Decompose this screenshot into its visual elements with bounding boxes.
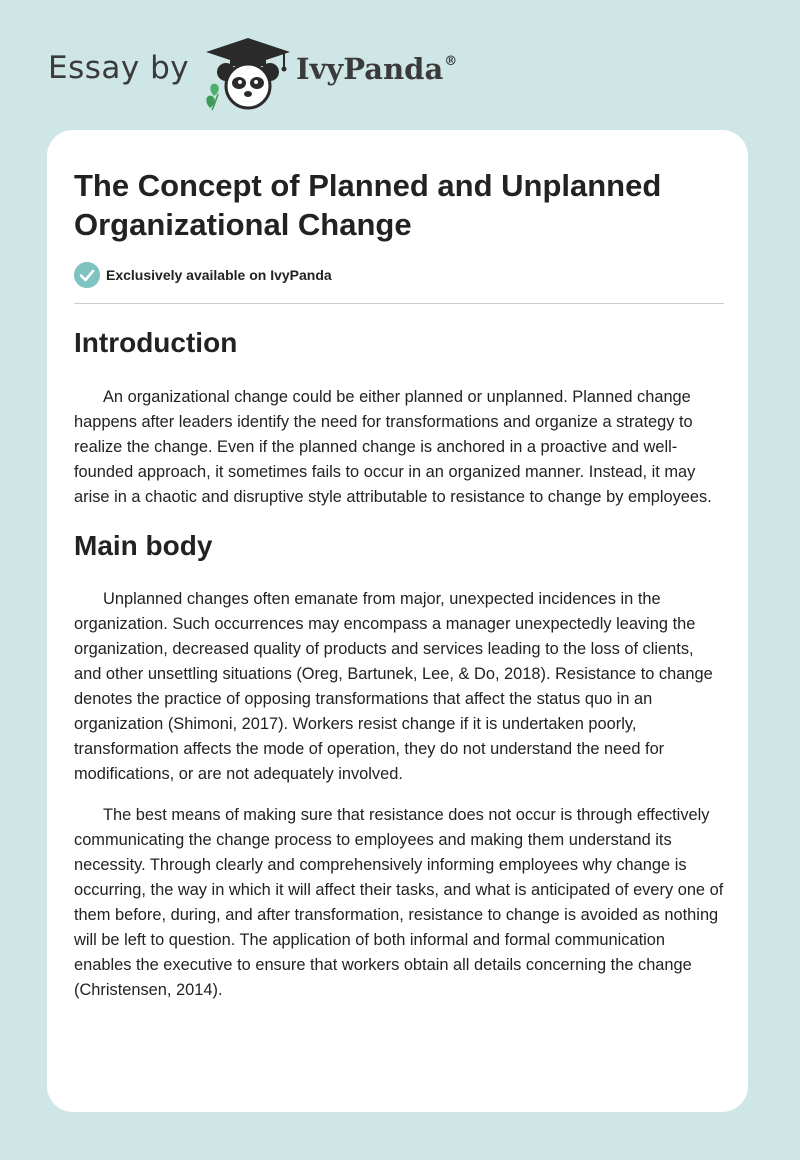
registered-mark: ® xyxy=(444,54,458,69)
exclusive-badge xyxy=(74,262,332,288)
exclusive-badge-label: Exclusively available on IvyPanda xyxy=(106,267,332,283)
paragraph: Unplanned changes often emanate from major, unexpected incidences in the organization. Such occurrences may encompass a manager unexpectedly leaving the organization, decreased quality of products and services leading to the loss of clients, and other unsettling situations (Oreg, Bartunek, Lee, & Do, 2018). Resistance to change denotes the practice of opposing transformations that affect the status quo in an organization (Shimoni, 2017). Workers resist change if it is undertaken poorly, transformation affects the mode of operation, they do not understand the need for modifications, or are not adequately involved. xyxy=(74,590,713,783)
page-title: The Concept of Planned and Unplanned Organizational Change xyxy=(74,168,662,242)
section-heading-main-body: Main body xyxy=(74,530,213,561)
title-divider xyxy=(74,303,724,304)
essay-card xyxy=(47,130,748,1112)
ivypanda-logo-icon[interactable] xyxy=(200,36,296,112)
essay-by-label: Essay by xyxy=(48,50,190,86)
paragraph: An organizational change could be either planned or unplanned. Planned change happens after leaders identify the need for transformations and organize a strategy to realize the change. Even if the planned change is anchored in a proactive and well-founded approach, it sometimes fails to occur in an organized manner. Instead, it may arise in a chaotic and disruptive style attributable to resistance to change by employees. xyxy=(74,388,712,506)
check-circle-icon xyxy=(74,262,100,288)
site-header xyxy=(0,0,800,130)
section-heading-introduction: Introduction xyxy=(74,327,238,358)
brand-name[interactable]: IvyPanda® xyxy=(296,52,458,86)
paragraph: The best means of making sure that resistance does not occur is through effectively communicating the change process to employees and making them understand its necessity. Through clearly and comprehensively informing employees why change is occurring, the way in which it will affect their tasks, and what is anticipated of every one of them before, during, and after transformation, resistance to change is avoided as nothing will be left to question. The application of both informal and formal communication enables the executive to ensure that workers obtain all details concerning the change (Christensen, 2014). xyxy=(74,806,724,999)
